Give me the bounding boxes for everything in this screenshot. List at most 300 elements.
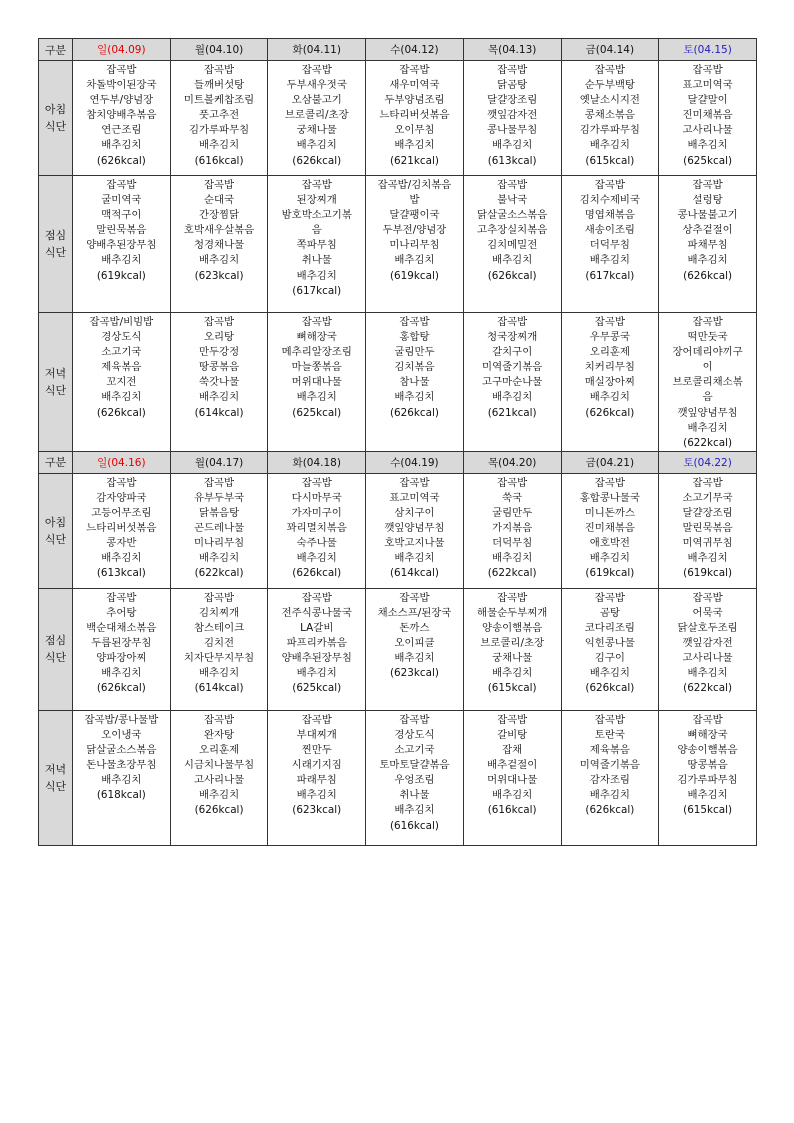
menu-item: 잡곡밥	[301, 179, 332, 191]
menu-item: 곰탕	[599, 606, 620, 619]
menu-item: 배추김치	[589, 391, 630, 404]
menu-item: (626kcal)	[194, 804, 244, 817]
menu-cell	[170, 61, 268, 176]
menu-item: 호박새우살볶음	[183, 224, 255, 237]
menu-item: 뼈해장국	[296, 331, 337, 344]
menu-cell	[561, 313, 659, 452]
menu-item: 더덕무침	[589, 239, 630, 252]
menu-item: 배추김치	[492, 789, 533, 802]
menu-item: 잡곡밥	[692, 179, 723, 191]
menu-item: 찐만두	[301, 744, 332, 757]
day-header	[268, 451, 366, 473]
menu-item: (614kcal)	[194, 682, 244, 695]
menu-item: 배추김치	[589, 552, 630, 565]
menu-item: (625kcal)	[292, 682, 342, 695]
menu-item: 배추김치	[589, 254, 630, 267]
week-header-row	[39, 451, 757, 473]
menu-item: (616kcal)	[389, 819, 439, 832]
header-label: 구분	[39, 451, 73, 473]
menu-item: (614kcal)	[389, 567, 439, 580]
menu-item: 땅콩볶음	[687, 759, 728, 772]
menu-cell	[170, 313, 268, 452]
menu-item: 잡곡밥	[497, 64, 528, 76]
menu-item: 잡곡밥	[497, 591, 528, 604]
menu-item: 잡곡밥	[399, 476, 430, 489]
menu-item: (619kcal)	[683, 567, 733, 580]
menu-item: 청국장찌개	[487, 331, 538, 344]
menu-item: 쑥갓나물	[198, 376, 240, 389]
menu-item: 브로콜리채소볶	[672, 376, 743, 389]
day-label: 일(04.16)	[97, 456, 146, 469]
menu-item: 취나물	[301, 254, 332, 267]
menu-item: 잡곡밥	[203, 591, 235, 604]
menu-item: 가자미구이	[291, 507, 342, 520]
menu-item: 파프리카볶음	[286, 637, 347, 650]
menu-item: 양송이햄볶음	[677, 744, 738, 757]
menu-item: 잡곡밥	[594, 179, 625, 191]
menu-item: 소고기무국	[682, 491, 733, 504]
menu-cell	[659, 473, 757, 588]
menu-item: (619kcal)	[585, 567, 635, 580]
menu-cell	[268, 176, 366, 313]
menu-item: (622kcal)	[487, 567, 537, 580]
menu-item: 쑥국	[502, 491, 523, 504]
menu-item: 김가루파무침	[188, 124, 250, 137]
menu-item: 음	[311, 224, 322, 237]
menu-item: 배추김치	[687, 254, 728, 267]
menu-item: 들깨버섯탕	[193, 79, 245, 92]
menu-cell	[561, 710, 659, 845]
menu-item: 미역귀무침	[682, 537, 733, 550]
menu-item: 잡채	[502, 744, 523, 757]
menu-item: 배추김치	[492, 391, 533, 404]
menu-item: (626kcal)	[487, 269, 537, 282]
menu-item: 감자양파국	[96, 491, 147, 504]
lunch-label: 점심 식단	[39, 176, 73, 313]
menu-item: 백순대채소볶음	[86, 622, 157, 635]
menu-item: 배추김치	[101, 552, 142, 565]
menu-item: (621kcal)	[487, 406, 537, 419]
menu-item: 머위대나물	[291, 376, 342, 389]
menu-item: 배추김치	[101, 139, 142, 152]
menu-item: 두릅된장무침	[91, 637, 152, 650]
menu-item: 추어탕	[106, 606, 137, 619]
menu-item: 돈까스	[399, 622, 430, 635]
menu-cell	[73, 710, 171, 845]
menu-cell	[659, 61, 757, 176]
menu-item: 김구이	[594, 652, 625, 665]
day-label: 월(04.10)	[194, 44, 244, 56]
menu-item: 고사리나물	[193, 774, 245, 787]
menu-item: 배추김치	[687, 552, 728, 565]
menu-item: 갈비탕	[497, 728, 528, 741]
day-label: 화(04.11)	[292, 44, 341, 56]
dinner-row	[39, 313, 757, 452]
menu-item: 이	[702, 361, 713, 374]
menu-item: (622kcal)	[194, 567, 244, 580]
menu-item: 배추김치	[492, 667, 533, 680]
menu-item: (619kcal)	[389, 269, 439, 282]
menu-cell	[561, 588, 659, 710]
menu-item: 호박고지나물	[384, 537, 445, 550]
menu-item: 표고미역국	[389, 491, 440, 504]
menu-cell	[268, 473, 366, 588]
day-label: 목(04.13)	[487, 44, 537, 56]
menu-item: 청경채나물	[193, 239, 245, 252]
menu-item: 치커리무침	[584, 361, 635, 374]
menu-item: 제육볶음	[589, 744, 630, 757]
menu-item: 굴미역국	[101, 194, 142, 207]
menu-item: 오이피클	[394, 637, 435, 650]
menu-cell	[561, 176, 659, 313]
menu-cell	[659, 710, 757, 845]
day-header	[366, 39, 464, 61]
day-header	[561, 39, 659, 61]
menu-item: 배추김치	[198, 391, 240, 404]
menu-item: 치자단무지무침	[183, 652, 255, 665]
menu-item: 된장찌개	[296, 194, 337, 207]
menu-item: (621kcal)	[389, 154, 439, 167]
menu-item: 진미채볶음	[682, 109, 733, 122]
menu-item: (617kcal)	[292, 284, 342, 297]
menu-item: 맥적구이	[101, 209, 142, 222]
menu-item: 홍합콩나물국	[579, 491, 640, 504]
menu-item: 만두강정	[198, 346, 240, 359]
menu-item: 잡곡밥	[301, 591, 332, 604]
menu-cell	[170, 473, 268, 588]
menu-cell	[366, 588, 464, 710]
menu-item: (626kcal)	[96, 154, 146, 167]
menu-cell	[170, 710, 268, 845]
menu-cell	[463, 61, 561, 176]
menu-cell	[170, 176, 268, 313]
menu-item: 잡곡밥	[203, 64, 235, 76]
menu-item: 배추김치	[589, 139, 630, 152]
menu-item: 취나물	[399, 789, 430, 802]
menu-cell	[73, 473, 171, 588]
menu-cell	[268, 710, 366, 845]
meal-plan-table	[38, 38, 757, 846]
menu-item: 매실장아찌	[584, 376, 635, 389]
dinner-label: 저녁 식단	[39, 313, 73, 452]
menu-item: 달걀장조림	[682, 507, 733, 520]
menu-item: 배추김치	[198, 254, 240, 267]
menu-item: 달걀장조림	[487, 94, 538, 107]
menu-item: 꽈리멸치볶음	[286, 522, 347, 535]
menu-item: 미역줄기볶음	[482, 361, 543, 374]
menu-item: 전주식콩나물국	[281, 606, 352, 619]
menu-item: LA갈비	[300, 622, 334, 635]
menu-item: (615kcal)	[585, 154, 635, 167]
day-label: 토(04.22)	[683, 456, 732, 469]
day-header	[561, 451, 659, 473]
menu-cell	[268, 61, 366, 176]
day-header	[170, 39, 268, 61]
menu-item: 배추김치	[394, 254, 435, 267]
menu-item: 미나리무침	[389, 239, 440, 252]
menu-item: 오이냉국	[101, 728, 142, 741]
menu-item: 돈나물초장무침	[86, 759, 157, 772]
lunch-row	[39, 176, 757, 313]
menu-item: (626kcal)	[683, 269, 733, 282]
menu-item: 다시마무국	[291, 491, 342, 504]
menu-item: (625kcal)	[683, 154, 733, 167]
day-header	[463, 451, 561, 473]
week-header-row	[39, 39, 757, 61]
lunch-label: 점심 식단	[39, 588, 73, 710]
menu-item: 잡곡밥	[692, 316, 723, 328]
menu-item: (626kcal)	[292, 154, 342, 167]
menu-item: 미나리무침	[193, 537, 245, 550]
menu-item: 배추김치	[492, 254, 533, 267]
menu-item: 배추김치	[687, 789, 728, 802]
menu-item: 익힌콩나물	[584, 637, 635, 650]
menu-item: 곤드레나물	[193, 522, 245, 535]
menu-item: (618kcal)	[96, 789, 146, 802]
menu-item: 소고기국	[101, 346, 142, 359]
menu-cell	[659, 313, 757, 452]
menu-item: 쪽파무침	[296, 239, 337, 252]
menu-item: 해물순두부찌개	[477, 606, 548, 619]
menu-item: 잡곡밥	[106, 476, 137, 489]
menu-item: 우엉조림	[394, 774, 435, 787]
menu-cell	[561, 61, 659, 176]
day-header	[659, 39, 757, 61]
menu-item: 느타리버섯볶음	[379, 109, 450, 122]
menu-item: 배추김치	[394, 804, 435, 817]
menu-item: 양배추된장무침	[281, 652, 352, 665]
menu-item: 갈치구이	[492, 346, 533, 359]
menu-item: 배추김치	[394, 652, 435, 665]
menu-item: 미역줄기볶음	[579, 759, 640, 772]
menu-item: 양파장아찌	[96, 652, 147, 665]
menu-item: 배추겉절이	[487, 759, 538, 772]
menu-item: 잡곡밥	[106, 64, 137, 76]
menu-item: 코다리조림	[584, 622, 635, 635]
menu-item: 땅콩볶음	[198, 361, 240, 374]
menu-item: 잡곡밥	[497, 476, 528, 489]
menu-cell	[73, 61, 171, 176]
menu-item: 굴림만두	[492, 507, 533, 520]
menu-item: (615kcal)	[487, 682, 537, 695]
menu-item: 달걀말이	[687, 94, 728, 107]
menu-item: (626kcal)	[292, 567, 342, 580]
day-header	[73, 39, 171, 61]
menu-item: 배추김치	[589, 667, 630, 680]
menu-item: 배추김치	[589, 789, 630, 802]
menu-item: 토란국	[594, 728, 625, 741]
menu-item: 잡곡밥	[106, 179, 137, 191]
breakfast-row	[39, 61, 757, 176]
menu-item: 배추김치	[101, 391, 142, 404]
menu-item: 시래기지짐	[291, 759, 342, 772]
menu-item: 양송이햄볶음	[482, 622, 543, 635]
menu-item: 설렁탕	[692, 194, 723, 207]
menu-item: 고추장실치볶음	[477, 224, 548, 237]
menu-item: 고등어무조림	[91, 507, 152, 520]
menu-item: 브로콜리/초장	[480, 637, 545, 650]
menu-cell	[366, 176, 464, 313]
day-header	[659, 451, 757, 473]
menu-item: 순두부백탕	[584, 79, 635, 92]
dinner-label: 저녁 식단	[39, 710, 73, 845]
menu-item: 깻잎감자전	[682, 637, 733, 650]
menu-item: 파래무침	[296, 774, 337, 787]
menu-item: 어묵국	[692, 606, 723, 619]
menu-item: 표고미역국	[682, 79, 733, 92]
menu-item: 머위대나물	[487, 774, 538, 787]
menu-item: 참치양배추볶음	[86, 109, 157, 122]
menu-item: 브로콜리/초장	[284, 109, 349, 122]
menu-item: 배추김치	[101, 254, 142, 267]
menu-item: (616kcal)	[487, 804, 537, 817]
menu-item: 잡곡밥	[301, 713, 332, 726]
menu-item: 말린묵볶음	[96, 224, 147, 237]
menu-item: (626kcal)	[96, 406, 146, 419]
day-label: 금(04.21)	[585, 456, 635, 469]
menu-item: 닭살굴소스볶음	[477, 209, 548, 222]
day-label: 목(04.20)	[487, 456, 537, 469]
day-header	[463, 39, 561, 61]
menu-item: 오리훈제	[198, 744, 240, 757]
menu-item: 잡곡밥/콩나물밥	[84, 713, 159, 726]
menu-item: 배추김치	[198, 552, 240, 565]
menu-item: 닭곰탕	[497, 79, 528, 92]
menu-item: 배추김치	[101, 774, 142, 787]
menu-cell	[73, 176, 171, 313]
menu-item: 경상도식	[101, 331, 142, 344]
menu-cell	[366, 473, 464, 588]
menu-item: 배추김치	[394, 139, 435, 152]
menu-item: 잡곡밥	[399, 64, 430, 76]
menu-item: 말린묵볶음	[682, 522, 733, 535]
dinner-row	[39, 710, 757, 845]
breakfast-label: 아침 식단	[39, 61, 73, 176]
menu-item: 연두부/양념장	[89, 94, 154, 107]
menu-item: 콩나물무침	[487, 124, 538, 137]
menu-cell	[366, 313, 464, 452]
menu-cell	[659, 176, 757, 313]
menu-cell	[268, 588, 366, 710]
menu-item: 오리훈제	[589, 346, 630, 359]
menu-item: 닭살굴소스볶음	[86, 744, 157, 757]
menu-item: 숙주나물	[296, 537, 337, 550]
menu-item: 잡곡밥	[301, 64, 332, 76]
menu-item: 두부전/양념장	[382, 224, 447, 237]
day-label: 수(04.19)	[390, 456, 439, 469]
menu-item: 시금치나물무침	[183, 759, 255, 772]
menu-item: 감자조림	[589, 774, 630, 787]
menu-item: (626kcal)	[585, 682, 635, 695]
menu-item: 고구마순나물	[482, 376, 543, 389]
menu-item: (622kcal)	[683, 682, 733, 695]
menu-item: 배추김치	[394, 391, 435, 404]
menu-item: 잡곡밥	[203, 713, 235, 726]
menu-item: 오삼불고기	[291, 94, 342, 107]
menu-item: 잡곡밥	[203, 476, 235, 489]
menu-item: 김가루파무침	[579, 124, 640, 137]
menu-item: 배추김치	[198, 789, 240, 802]
menu-item: 두부새우젓국	[286, 79, 347, 92]
menu-cell	[659, 588, 757, 710]
menu-item: 연근조림	[101, 124, 142, 137]
menu-item: 배추김치	[296, 667, 337, 680]
menu-item: 미니돈까스	[584, 507, 635, 520]
menu-item: 잡곡밥	[399, 316, 430, 328]
menu-item: 파채무침	[687, 239, 728, 252]
menu-cell	[73, 588, 171, 710]
meal-plan-body	[39, 39, 757, 846]
menu-item: 잡곡밥	[594, 64, 625, 76]
menu-item: 참나물	[399, 376, 430, 389]
menu-item: 상추겉절이	[682, 224, 733, 237]
menu-cell	[561, 473, 659, 588]
menu-item: 잡곡밥	[594, 713, 625, 726]
menu-item: 깻잎양념무침	[677, 406, 738, 419]
menu-item: (625kcal)	[292, 406, 342, 419]
menu-item: 잡곡밥/비빔밥	[89, 316, 154, 328]
menu-item: 김치볶음	[394, 361, 435, 374]
menu-item: 고사리나물	[682, 124, 733, 137]
menu-item: 닭볶음탕	[198, 507, 240, 520]
menu-item: (622kcal)	[683, 436, 733, 449]
menu-item: 배추김치	[687, 139, 728, 152]
menu-item: 배추김치	[296, 789, 337, 802]
menu-item: (626kcal)	[96, 682, 146, 695]
menu-item: 우무콩국	[589, 331, 630, 344]
menu-item: 배추김치	[492, 552, 533, 565]
menu-item: 잡곡밥	[497, 179, 528, 191]
menu-item: (623kcal)	[292, 804, 342, 817]
menu-item: 옛날소시지전	[579, 94, 640, 107]
menu-item: 잡곡밥	[594, 476, 625, 489]
menu-item: 더덕무침	[492, 537, 533, 550]
menu-item: 양배추된장무침	[86, 239, 157, 252]
menu-item: 배추김치	[492, 139, 533, 152]
breakfast-label: 아침 식단	[39, 473, 73, 588]
menu-item: 새우미역국	[389, 79, 440, 92]
day-header	[366, 451, 464, 473]
day-header	[170, 451, 268, 473]
menu-item: 김치전	[203, 637, 235, 650]
menu-item: 배추김치	[296, 269, 337, 282]
menu-item: 완자탕	[203, 728, 235, 741]
day-label: 화(04.18)	[292, 456, 341, 469]
menu-cell	[268, 313, 366, 452]
day-header	[73, 451, 171, 473]
menu-item: 음	[702, 391, 713, 404]
menu-item: 배추김치	[198, 139, 240, 152]
menu-item: 오리탕	[203, 331, 235, 344]
menu-item: 참스테이크	[193, 622, 245, 635]
menu-item: 배추김치	[101, 667, 142, 680]
menu-item: 마늘쫑볶음	[291, 361, 342, 374]
menu-item: 궁채나물	[492, 652, 533, 665]
menu-item: 굴림만두	[394, 346, 435, 359]
menu-item: 미트볼케찹조림	[183, 94, 255, 107]
menu-item: 잡곡밥	[497, 713, 528, 726]
day-label: 일(04.09)	[97, 44, 146, 56]
menu-item: (616kcal)	[194, 154, 244, 167]
menu-item: 불낙국	[497, 194, 528, 207]
menu-item: 간장찜닭	[198, 209, 240, 222]
menu-cell	[366, 61, 464, 176]
menu-item: 배추김치	[296, 139, 337, 152]
menu-item: 김치수제비국	[579, 194, 640, 207]
menu-item: 명엽채볶음	[584, 209, 635, 222]
lunch-row	[39, 588, 757, 710]
menu-item: 오이무침	[394, 124, 435, 137]
